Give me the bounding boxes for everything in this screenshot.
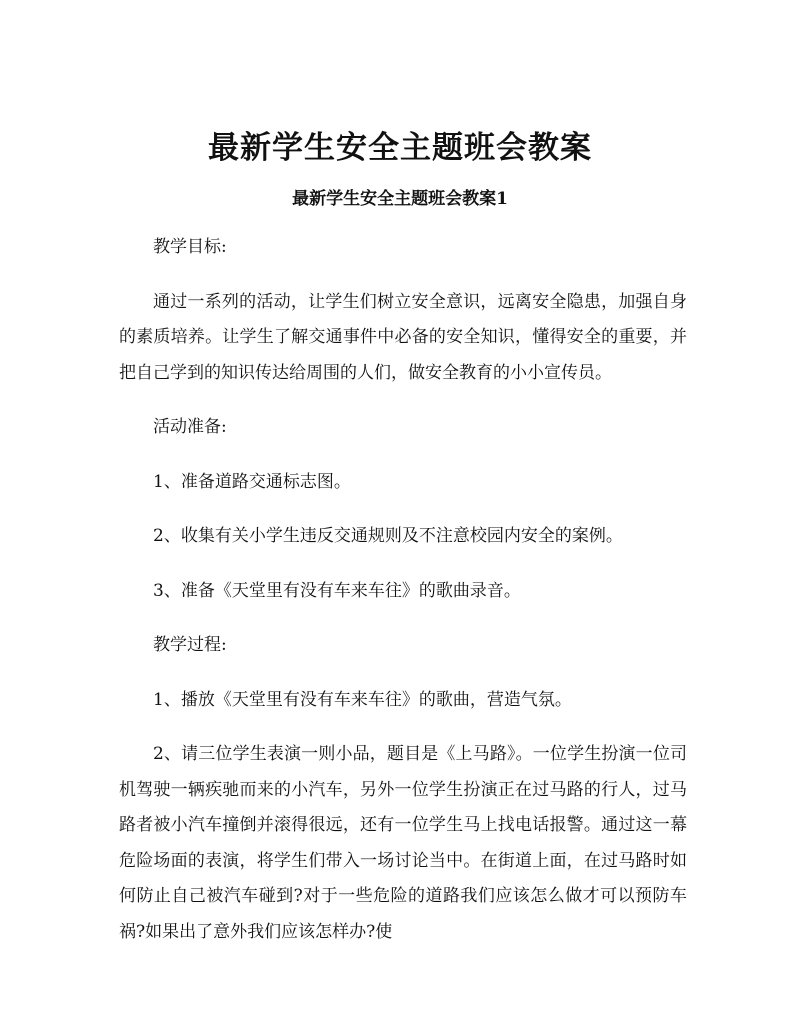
- document-body: [119, 230, 687, 950]
- paragraph-preparation-item-1: 1、准备道路交通标志图。: [153, 471, 351, 492]
- paragraph-teaching-goals: 通过一系列的活动，让学生们树立安全意识，远离安全隐患，加强自身的素质培养。让学生了解交通事件中必备的安全知识，懂得安全的重要，并把自己学到的知识传达给周围的人们，做安全教育的小小宣传员。: [119, 291, 687, 383]
- paragraph-preparation-item-2: 2、收集有关小学生违反交通规则及不注意校园内安全的案例。: [153, 526, 623, 546]
- paragraph-process-item-1: 1、播放《天堂里有没有车来车往》的歌曲，营造气氛。: [153, 689, 572, 710]
- paragraph-preparation-item-3: 3、准备《天堂里有没有车来车往》的歌曲录音。: [153, 580, 521, 601]
- paragraph-teaching-goals-heading: 教学目标:: [153, 237, 227, 257]
- paragraph-preparation-heading: 活动准备:: [153, 417, 227, 437]
- paragraph-process-item-2: 2、请三位学生表演一则小品，题目是《上马路》。一位学生扮演一位司机驾驶一辆疾驰而来的小汽车，另外一位学生扮演正在过马路的行人，过马路者被小汽车撞倒并滚得很远，还有一位学生马上找电话报警。通过这一幕危险场面的表演，将学生们带入一场讨论当中。在街道上面，在过马路时如何防止自己被汽车碰到?对于一些危险的道路我们应该怎么做才可以预防车祸?如果出了意外我们应该怎样办?使: [119, 744, 687, 942]
- paragraph-process-heading: 教学过程:: [153, 635, 227, 655]
- document-subtitle: 最新学生安全主题班会教案1: [292, 189, 508, 209]
- document-title: 最新学生安全主题班会教案: [208, 130, 592, 166]
